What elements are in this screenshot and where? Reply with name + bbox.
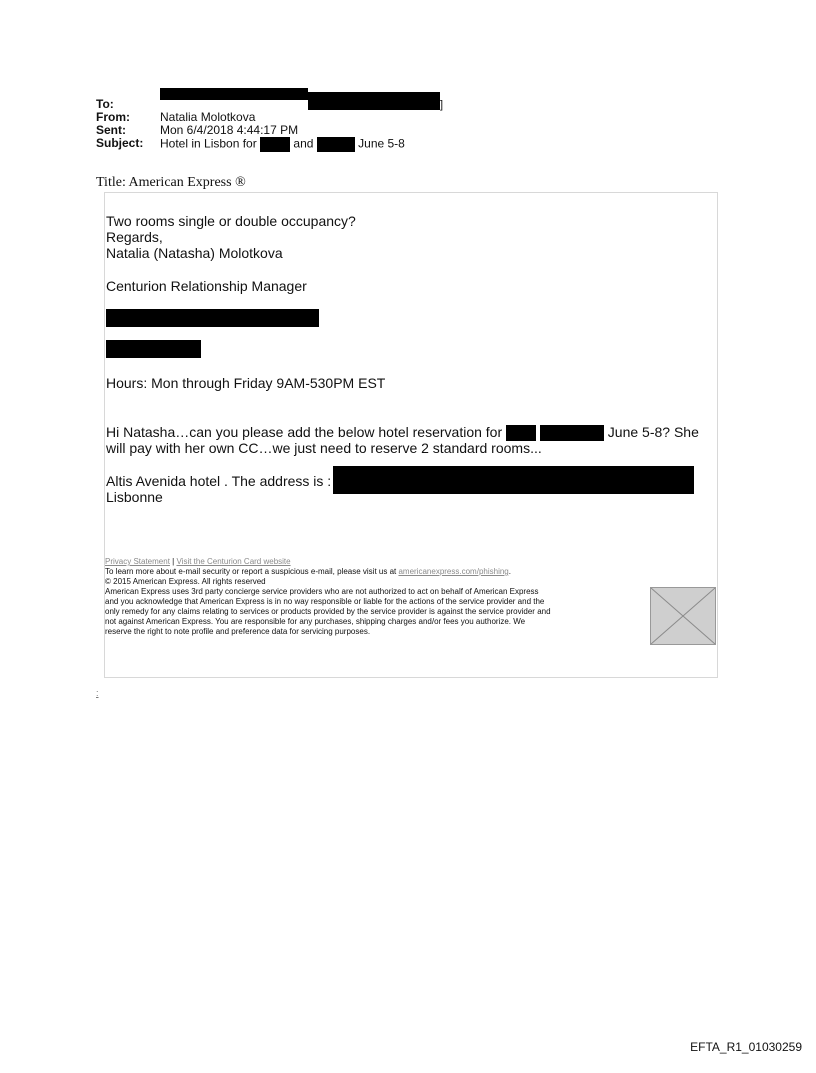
sent-label: Sent: [96,123,126,137]
request-part2: June 5-8? She [607,424,699,440]
redaction-block [333,466,694,494]
hotel-part1: Altis Avenida hotel . The address is : [106,473,332,489]
subject-part3: June 5-8 [358,136,405,151]
from-label: From: [96,110,130,124]
disclaimer-line-1: American Express uses 3rd party concierge service providers who are not authorized to act on behalf of American Express [105,587,539,596]
redaction-block [506,425,536,441]
footer-links [105,557,291,567]
redaction-block [260,137,290,152]
from-value: Natalia Molotkova [160,110,256,124]
subject-part1: Hotel in Lisbon for [160,136,257,151]
request-line-1 [106,424,699,441]
disclaimer-line-3: only remedy for any claims relating to services or products provided by the service provider is against the service provider and [105,607,551,616]
centurion-website-link[interactable]: Visit the Centurion Card website [176,557,291,566]
subject-part2: and [293,136,314,151]
copyright-text: © 2015 American Express. All rights reserved [105,577,266,586]
redaction-block [540,425,604,441]
disclaimer-line-2: and you acknowledge that American Express is in no way responsible or liable for the actions of the service provider and the [105,597,545,606]
body-line-1: Two rooms single or double occupancy? [106,213,356,229]
request-line-2: will pay with her own CC…we just need to reserve 2 standard rooms... [106,440,542,456]
body-line-3: Natalia (Natasha) Molotkova [106,245,283,261]
signature-role: Centurion Relationship Manager [106,278,307,294]
bates-number: EFTA_R1_01030259 [690,1040,802,1054]
privacy-statement-link[interactable]: Privacy Statement [105,557,170,566]
broken-image-icon [651,588,715,644]
redaction-block [106,340,201,358]
hotel-city: Lisbonne [106,489,163,505]
body-line-2: Regards, [106,229,163,245]
disclaimer-line-5: reserve the right to note profile and preference data for servicing purposes. [105,627,371,636]
security-period: . [508,567,511,576]
link-separator: | [172,557,175,566]
hotel-line [106,473,331,489]
to-tail: ] [440,99,444,111]
disclaimer-line-4: not against American Express. You are responsible for any purchases, shipping charges and/or fees you authorize. We [105,617,526,626]
subject-value [160,137,405,152]
redaction-block [160,88,308,100]
broken-image-placeholder [650,587,716,645]
redaction-block [308,92,440,110]
sent-value: Mon 6/4/2018 4:44:17 PM [160,123,299,137]
subject-label: Subject: [96,136,144,150]
redaction-block [106,309,319,327]
request-part1: Hi Natasha…can you please add the below hotel reservation for [106,424,503,440]
security-text: To learn more about e-mail security or report a suspicious e-mail, please visit us at [105,567,397,576]
document-title: Title: American Express ® [96,175,246,190]
to-label: To: [96,97,114,111]
stray-mark: : [96,688,99,698]
hours-text: Hours: Mon through Friday 9AM-530PM EST [106,375,386,391]
redaction-block [317,137,355,152]
security-line [105,567,511,577]
phishing-link[interactable]: americanexpress.com/phishing [398,567,509,576]
